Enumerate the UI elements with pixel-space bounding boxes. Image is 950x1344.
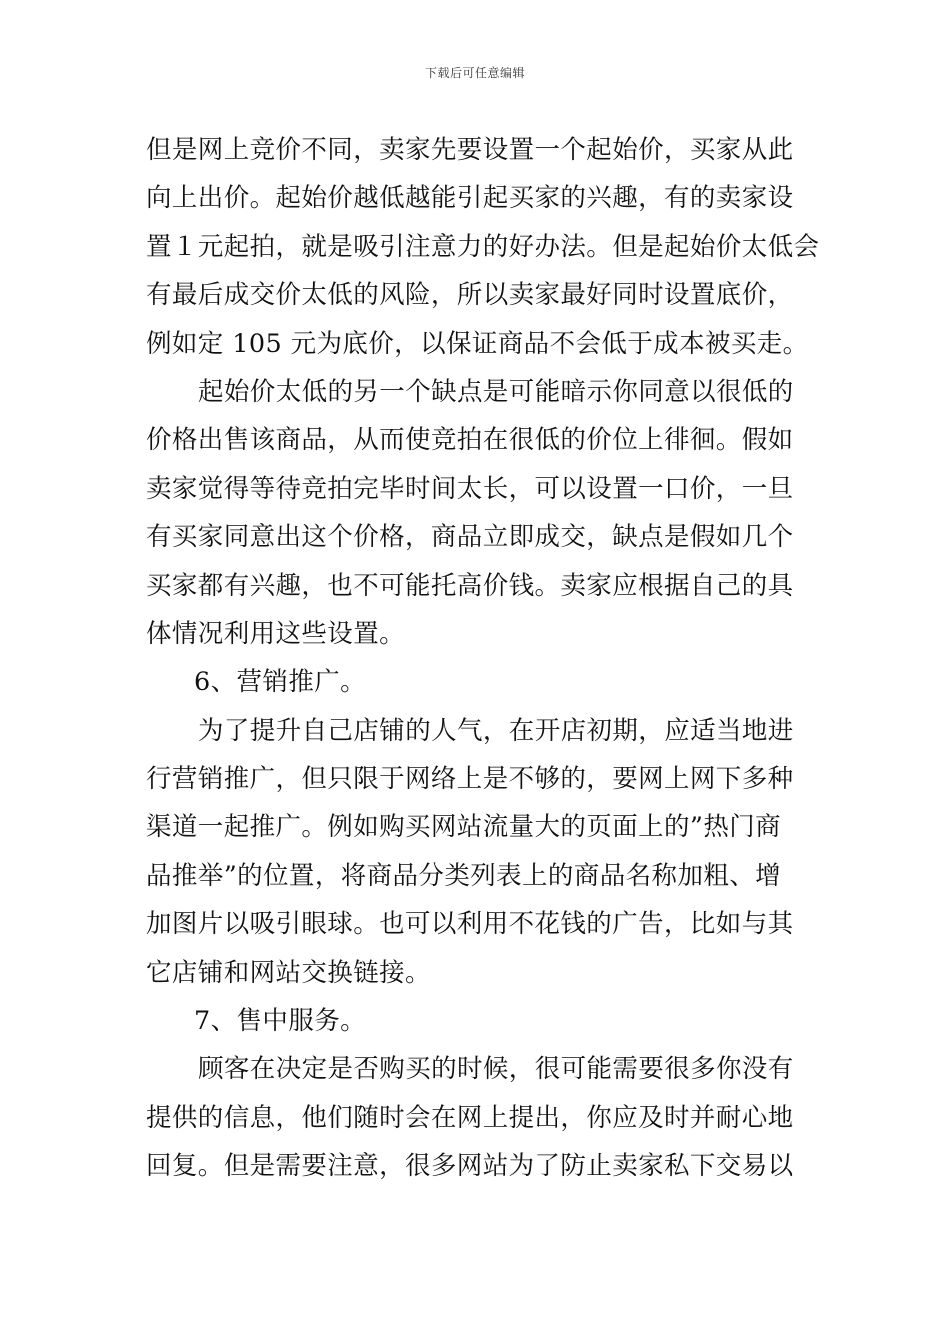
section-heading: 6、营销推广。 <box>194 667 367 698</box>
paragraph-line: 有买家同意出这个价格，商品立即成交，缺点是假如几个 <box>146 522 794 553</box>
paragraph-line: 体情况利用这些设置。 <box>146 618 406 649</box>
paragraph-line: 它店铺和网站交换链接。 <box>146 957 431 988</box>
paragraph-line: 行营销推广，但只限于网络上是不够的，要网上网下多种 <box>146 764 794 795</box>
paragraph-line: 例如定 105 元为底价，以保证商品不会低于成本被买走。 <box>146 328 809 359</box>
paragraph-line: 但是网上竞价不同，卖家先要设置一个起始价，买家从此 <box>146 135 794 165</box>
paragraph-line: 提供的信息，他们随时会在网上提出，你应及时并耐心地 <box>146 1102 794 1133</box>
paragraph-line: 卖家觉得等待竞拍完毕时间太长，可以设置一口价，一旦 <box>146 473 794 504</box>
paragraph-line: 有最后成交价太低的风险，所以卖家最好同时设置底价， <box>146 280 794 311</box>
paragraph-line: 为了提升自己店铺的人气，在开店初期，应适当地进 <box>198 715 794 746</box>
paragraph-line: 向上出价。起始价越低越能引起买家的兴趣，有的卖家设 <box>146 183 794 214</box>
page-header: 下载后可任意编辑 <box>424 66 525 80</box>
paragraph-line: 回复。但是需要注意，很多网站为了防止卖家私下交易以 <box>146 1151 794 1182</box>
paragraph-line: 顾客在决定是否购买的时候，很可能需要很多你没有 <box>198 1054 794 1085</box>
paragraph-line: 加图片以吸引眼球。也可以利用不花钱的广告，比如与其 <box>146 909 794 940</box>
paragraph-line: 置１元起拍，就是吸引注意力的好办法。但是起始价太低会 <box>146 231 820 262</box>
paragraph-line: 渠道一起推广。例如购买网站流量大的页面上的”热门商 <box>146 812 782 843</box>
paragraph-line: 品推举”的位置，将商品分类列表上的商品名称加粗、增 <box>146 860 782 891</box>
paragraph-line: 价格出售该商品，从而使竞拍在很低的价位上徘徊。假如 <box>146 425 794 456</box>
paragraph-line: 起始价太低的另一个缺点是可能暗示你同意以很低的 <box>198 376 794 407</box>
paragraph-line: 买家都有兴趣，也不可能托高价钱。卖家应根据自己的具 <box>146 570 794 601</box>
section-heading: 7、售中服务。 <box>194 1006 367 1037</box>
document-body <box>146 126 820 1191</box>
